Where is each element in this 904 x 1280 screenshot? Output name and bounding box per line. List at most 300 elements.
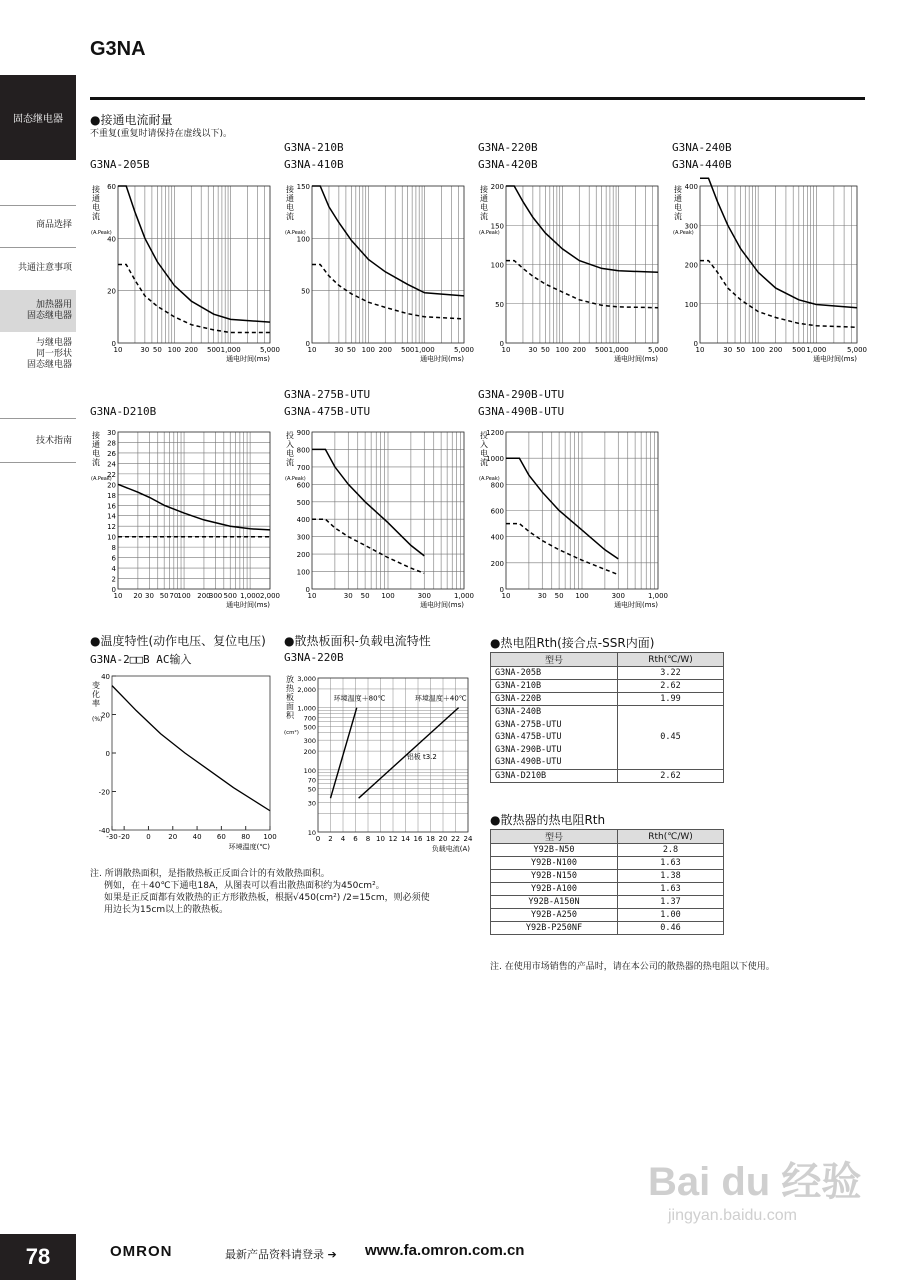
cell-rth: 2.62 bbox=[618, 680, 724, 693]
x-axis-label: 通电时间(ms) bbox=[226, 355, 270, 363]
plot-frame bbox=[112, 676, 270, 830]
y-tick-label: 2,000 bbox=[297, 685, 316, 694]
table-row bbox=[491, 896, 724, 909]
x-tick-label: 60 bbox=[216, 833, 226, 841]
y-tick-label: 0 bbox=[111, 586, 116, 594]
y-tick-label: 0 bbox=[305, 340, 310, 348]
y-tick-label: 900 bbox=[296, 429, 310, 437]
y-tick-label: 30 bbox=[307, 799, 316, 808]
x-tick-label: 5,000 bbox=[647, 346, 669, 354]
x-tick-label: 12 bbox=[388, 835, 398, 843]
x-tick-label: 10 bbox=[501, 592, 511, 600]
series-line-rate bbox=[112, 686, 270, 811]
series-line-repeat bbox=[700, 261, 857, 328]
x-tick-label: 500 bbox=[792, 346, 806, 354]
x-tick-label: 30 bbox=[723, 346, 733, 354]
chart-inrush-290b bbox=[476, 424, 669, 614]
x-tick-label: 1,000 bbox=[647, 592, 669, 600]
y-tick-label: 200 bbox=[684, 261, 698, 270]
x-tick-label: 500 bbox=[206, 346, 221, 354]
y-tick-label: 0 bbox=[305, 586, 310, 594]
page-title: G3NA bbox=[90, 38, 146, 60]
table-rth bbox=[490, 652, 724, 783]
cell-model: G3NA-D210B bbox=[491, 769, 618, 782]
x-tick-label: 300 bbox=[611, 592, 625, 600]
section-heading-heatsink: ●散热板面积-负载电流特性 bbox=[284, 634, 431, 648]
x-tick-label: 50 bbox=[152, 346, 162, 354]
y-tick-label: 100 bbox=[296, 235, 310, 244]
y-tick-label: 3,000 bbox=[297, 675, 316, 683]
col-header-rth: Rth(℃/W) bbox=[618, 830, 724, 844]
y-tick-label: 10 bbox=[307, 829, 316, 837]
x-tick-label: 100 bbox=[361, 346, 376, 354]
cell-model: G3NA-210B bbox=[491, 680, 618, 693]
chart-title: G3NA-410B bbox=[284, 158, 344, 171]
y-tick-label: 800 bbox=[296, 446, 310, 455]
y-tick-label: 1,000 bbox=[297, 704, 316, 713]
y-tick-label: 30 bbox=[107, 429, 116, 437]
watermark bbox=[648, 1150, 861, 1225]
cell-rth: 0.45 bbox=[618, 706, 724, 770]
chart-title: G3NA-420B bbox=[478, 158, 538, 171]
cell-rth: 1.63 bbox=[618, 857, 724, 870]
x-tick-label: 300 bbox=[417, 592, 431, 600]
x-tick-label: 100 bbox=[555, 346, 570, 354]
y-axis-unit: (A.Peak) bbox=[91, 230, 112, 236]
annotation-40c: 环境温度＋40℃ bbox=[414, 694, 467, 703]
y-axis-label: 放 bbox=[286, 675, 294, 684]
y-axis-unit: (%) bbox=[92, 716, 103, 723]
y-tick-label: 20 bbox=[107, 287, 116, 296]
x-tick-label: 10 bbox=[113, 346, 123, 354]
y-tick-label: 1000 bbox=[486, 455, 504, 464]
section-heading-temp: ●温度特性(动作电压、复位电压) bbox=[90, 634, 266, 648]
y-axis-label: 电 bbox=[480, 203, 488, 212]
chart-title: G3NA-2□□B AC输入 bbox=[90, 653, 192, 666]
y-axis-label: 接 bbox=[92, 185, 100, 194]
watermark-brand: Bai du 经验 bbox=[648, 1160, 862, 1204]
y-axis-label: 流 bbox=[92, 212, 100, 221]
y-axis-label: 通 bbox=[480, 194, 488, 203]
x-tick-label: 8 bbox=[365, 835, 371, 843]
y-tick-label: 600 bbox=[296, 481, 310, 490]
table-row bbox=[491, 706, 724, 770]
x-tick-label: 20 bbox=[438, 835, 448, 843]
cell-rth: 1.37 bbox=[618, 896, 724, 909]
y-tick-label: 300 bbox=[684, 222, 698, 231]
y-axis-label: 热 bbox=[286, 684, 294, 693]
x-tick-label: 0 bbox=[315, 835, 321, 843]
y-axis-label: 积 bbox=[286, 711, 294, 720]
y-tick-label: 18 bbox=[107, 491, 116, 500]
y-axis-label: 板 bbox=[286, 693, 294, 702]
y-tick-label: 700 bbox=[296, 463, 310, 472]
y-axis-label: 投 bbox=[286, 431, 294, 440]
chart-title: G3NA-220B bbox=[478, 141, 538, 154]
x-tick-label: 50 bbox=[159, 592, 169, 600]
x-tick-label: 30 bbox=[528, 346, 538, 354]
x-axis-label: 通电时间(ms) bbox=[614, 355, 658, 363]
y-tick-label: 40 bbox=[101, 673, 110, 681]
cell-rth: 2.8 bbox=[618, 844, 724, 857]
x-axis-label: 通电时间(ms) bbox=[614, 601, 658, 609]
chart-inrush-210b bbox=[282, 178, 475, 368]
x-tick-label: 100 bbox=[177, 592, 191, 600]
chart-temperature-characteristics bbox=[88, 670, 278, 860]
y-axis-unit: (A.Peak) bbox=[285, 230, 306, 236]
cell-rth: 1.63 bbox=[618, 883, 724, 896]
x-axis-label: 负载电流(A) bbox=[431, 845, 470, 853]
chart-title: G3NA-490B-UTU bbox=[478, 405, 565, 418]
y-tick-label: 28 bbox=[107, 439, 116, 448]
x-tick-label: 80 bbox=[241, 833, 251, 841]
x-tick-label: 500 bbox=[223, 592, 237, 600]
y-tick-label: 100 bbox=[490, 261, 504, 270]
y-tick-label: 150 bbox=[296, 183, 310, 191]
series-line-max bbox=[506, 458, 618, 559]
y-tick-label: 26 bbox=[107, 449, 116, 458]
chart-title: G3NA-210B bbox=[284, 141, 344, 154]
table-row bbox=[491, 909, 724, 922]
chart-title: G3NA-440B bbox=[672, 158, 732, 171]
watermark-site: jingyan.baidu.com bbox=[668, 1207, 797, 1224]
y-tick-label: 22 bbox=[107, 470, 116, 479]
y-tick-label: 4 bbox=[111, 565, 116, 574]
x-tick-label: 1,000 bbox=[608, 346, 629, 354]
x-tick-label: 10 bbox=[695, 346, 705, 354]
x-tick-label: 50 bbox=[346, 346, 356, 354]
x-tick-label: 2,000 bbox=[259, 592, 281, 600]
y-axis-label: 电 bbox=[92, 203, 100, 212]
y-tick-label: 600 bbox=[490, 507, 504, 516]
x-tick-label: 1,000 bbox=[240, 592, 261, 600]
y-axis-label: 面 bbox=[286, 702, 294, 711]
x-tick-label: 5,000 bbox=[259, 346, 281, 354]
y-axis-label: 流 bbox=[480, 458, 488, 467]
x-tick-label: 6 bbox=[353, 835, 358, 843]
y-axis-label: 通 bbox=[92, 440, 100, 449]
x-tick-label: 1,000 bbox=[414, 346, 435, 354]
footer-url[interactable]: www.fa.omron.com.cn bbox=[365, 1242, 525, 1259]
note-line: 例如，在＋40℃下通电18A，从图表可以看出散热面积约为450cm²。 bbox=[104, 881, 385, 891]
x-tick-label: 30 bbox=[334, 346, 344, 354]
y-tick-label: 800 bbox=[490, 481, 504, 490]
y-tick-label: 0 bbox=[693, 340, 698, 348]
footer-text: 最新产品资料请登录 ➔ bbox=[225, 1248, 337, 1261]
series-line-max bbox=[506, 186, 658, 272]
chart-title: G3NA-240B bbox=[672, 141, 732, 154]
annotation-aluminum: 铝板 t3.2 bbox=[406, 752, 437, 761]
x-tick-label: 50 bbox=[360, 592, 370, 600]
y-axis-label: 投 bbox=[480, 431, 488, 440]
y-tick-label: 2 bbox=[111, 575, 116, 584]
y-axis-label: 接 bbox=[674, 185, 682, 194]
y-axis-label: 电 bbox=[286, 203, 294, 212]
cell-rth: 3.22 bbox=[618, 667, 724, 680]
y-tick-label: 0 bbox=[111, 340, 116, 348]
x-tick-label: 24 bbox=[463, 835, 473, 843]
x-tick-label: 40 bbox=[192, 833, 202, 841]
x-tick-label: 20 bbox=[168, 833, 178, 841]
note-line: 用边长为15cm以上的散热板。 bbox=[104, 905, 229, 915]
y-tick-label: 10 bbox=[107, 533, 116, 542]
x-tick-label: 500 bbox=[594, 346, 609, 354]
y-tick-label: 300 bbox=[303, 737, 316, 746]
x-tick-label: 10 bbox=[307, 592, 317, 600]
y-tick-label: 20 bbox=[101, 711, 110, 720]
x-tick-label: 10 bbox=[376, 835, 385, 843]
cell-model: Y92B-P250NF bbox=[491, 922, 618, 935]
x-tick-label: 14 bbox=[401, 835, 410, 843]
sidebar-divider bbox=[0, 418, 76, 419]
series-line-max bbox=[312, 186, 464, 296]
y-axis-label: 接 bbox=[286, 185, 294, 194]
y-tick-label: 100 bbox=[684, 300, 698, 309]
x-tick-label: 20 bbox=[133, 592, 143, 600]
y-tick-label: 0 bbox=[105, 750, 110, 758]
x-tick-label: 70 bbox=[169, 592, 179, 600]
x-tick-label: -30 bbox=[106, 833, 118, 841]
y-axis-label: 流 bbox=[92, 458, 100, 467]
table-note: 注. 在使用市场销售的产品时，请在本公司的散热器的热电阻以下使用。 bbox=[490, 962, 775, 972]
x-tick-label: 50 bbox=[554, 592, 564, 600]
cell-model: G3NA-240B G3NA-275B-UTU G3NA-475B-UTU G3NA-290B-UTU G3NA-490B-UTU bbox=[491, 706, 618, 770]
sidebar-item-relay-shape-ssr[interactable]: 与继电器 同一形状 固态继电器 bbox=[26, 338, 72, 370]
x-tick-label: 1,000 bbox=[806, 346, 827, 354]
x-tick-label: 30 bbox=[145, 592, 154, 600]
section-heading-inrush: ●接通电流耐量 bbox=[90, 113, 173, 127]
sidebar-active-item[interactable]: 固态继电器 bbox=[0, 75, 76, 160]
series-line-repeat bbox=[506, 524, 618, 575]
chart-heatsink-area bbox=[282, 670, 477, 860]
col-header-model: 型号 bbox=[491, 653, 618, 667]
chart-title: G3NA-290B-UTU bbox=[478, 388, 565, 401]
table-heading-heatsink-rth: ●散热器的热电阻Rth bbox=[490, 813, 606, 827]
y-axis-unit: (A.Peak) bbox=[285, 476, 306, 482]
x-tick-label: 16 bbox=[413, 835, 423, 843]
y-tick-label: 0 bbox=[499, 586, 504, 594]
x-tick-label: 100 bbox=[381, 592, 395, 600]
x-tick-label: 200 bbox=[184, 346, 198, 354]
x-tick-label: 100 bbox=[575, 592, 589, 600]
y-tick-label: 0 bbox=[499, 340, 504, 348]
x-axis-label: 环境温度(℃) bbox=[228, 843, 270, 851]
brand-logo: OMRON bbox=[110, 1243, 173, 1260]
x-axis-label: 通电时间(ms) bbox=[420, 601, 464, 609]
x-tick-label: 200 bbox=[378, 346, 392, 354]
table-row bbox=[491, 693, 724, 706]
y-tick-label: 200 bbox=[490, 559, 504, 568]
plot-frame bbox=[118, 186, 270, 343]
cell-model: Y92B-N50 bbox=[491, 844, 618, 857]
x-tick-label: 500 bbox=[400, 346, 415, 354]
col-header-model: 型号 bbox=[491, 830, 618, 844]
y-tick-label: 50 bbox=[307, 785, 316, 794]
y-tick-label: -40 bbox=[98, 827, 110, 835]
page-number: 78 bbox=[0, 1234, 76, 1280]
series-line-repeat bbox=[506, 261, 658, 308]
x-tick-label: 30 bbox=[537, 592, 547, 600]
cell-model: G3NA-220B bbox=[491, 693, 618, 706]
x-tick-label: 0 bbox=[146, 833, 151, 841]
table-row bbox=[491, 844, 724, 857]
y-axis-label: 入 bbox=[286, 440, 294, 449]
sidebar-divider bbox=[0, 462, 76, 463]
chart-inrush-275b bbox=[282, 424, 475, 614]
x-tick-label: 4 bbox=[340, 835, 346, 843]
y-axis-label: 通 bbox=[674, 194, 682, 203]
sidebar-item-tech-guide[interactable]: 技术指南 bbox=[35, 436, 72, 446]
y-tick-label: 500 bbox=[303, 723, 316, 732]
x-tick-label: 10 bbox=[113, 592, 123, 600]
table-row bbox=[491, 667, 724, 680]
y-axis-unit: (A.Peak) bbox=[91, 476, 112, 482]
cell-model: Y92B-N150 bbox=[491, 870, 618, 883]
chart-inrush-220b bbox=[476, 178, 669, 368]
y-axis-label: 率 bbox=[92, 699, 100, 708]
cell-rth: 0.46 bbox=[618, 922, 724, 935]
section-subtext: 不重复(重复时请保持在虚线以下)。 bbox=[90, 129, 233, 139]
cell-model: Y92B-A100 bbox=[491, 883, 618, 896]
x-tick-label: 300 bbox=[208, 592, 223, 600]
x-tick-label: 18 bbox=[426, 835, 435, 843]
x-tick-label: 5,000 bbox=[846, 346, 868, 354]
y-tick-label: 50 bbox=[495, 300, 504, 309]
y-tick-label: 16 bbox=[107, 502, 116, 511]
y-axis-label: 电 bbox=[674, 203, 682, 212]
x-tick-label: 200 bbox=[572, 346, 586, 354]
y-axis-label: 通 bbox=[92, 194, 100, 203]
x-tick-label: 22 bbox=[451, 835, 460, 843]
note-line: 注. 所谓散热面积，是指散热板正反面合计的有效散热面积。 bbox=[90, 869, 330, 879]
cell-rth: 1.00 bbox=[618, 909, 724, 922]
y-axis-label: 电 bbox=[480, 449, 488, 458]
cell-rth: 2.62 bbox=[618, 769, 724, 782]
x-tick-label: 30 bbox=[343, 592, 353, 600]
y-tick-label: 50 bbox=[301, 287, 310, 296]
series-line-repeat bbox=[312, 519, 424, 573]
sidebar-divider bbox=[0, 205, 76, 206]
y-axis-label: 流 bbox=[286, 458, 294, 467]
x-axis-label: 通电时间(ms) bbox=[420, 355, 464, 363]
x-tick-label: 10 bbox=[307, 346, 317, 354]
y-tick-label: 500 bbox=[296, 498, 310, 507]
x-axis-label: 通电时间(ms) bbox=[226, 601, 270, 609]
notes bbox=[90, 868, 480, 916]
chart-title: G3NA-D210B bbox=[90, 405, 157, 418]
y-tick-label: 200 bbox=[490, 183, 504, 191]
y-axis-label: 通 bbox=[286, 194, 294, 203]
y-axis-unit: (A.Peak) bbox=[479, 230, 500, 236]
table-heading-rth: ●热电阻Rth(接合点-SSR内面) bbox=[490, 636, 655, 650]
x-tick-label: 200 bbox=[197, 592, 211, 600]
x-tick-label: 100 bbox=[263, 833, 277, 841]
x-tick-label: 50 bbox=[540, 346, 550, 354]
y-tick-label: 200 bbox=[303, 748, 316, 757]
y-axis-label: 变 bbox=[92, 681, 100, 690]
table-row bbox=[491, 883, 724, 896]
y-axis-label: 流 bbox=[674, 212, 682, 221]
y-axis-label: 接 bbox=[480, 185, 488, 194]
y-tick-label: 700 bbox=[303, 714, 316, 723]
table-row bbox=[491, 922, 724, 935]
x-tick-label: 100 bbox=[751, 346, 765, 354]
x-tick-label: 30 bbox=[140, 346, 150, 354]
y-axis-unit: (A.Peak) bbox=[673, 230, 694, 236]
cell-model: Y92B-N100 bbox=[491, 857, 618, 870]
chart-inrush-240b bbox=[670, 178, 868, 368]
y-tick-label: 60 bbox=[107, 183, 116, 191]
y-tick-label: 20 bbox=[107, 481, 116, 490]
plot-frame bbox=[312, 186, 464, 343]
y-tick-label: 400 bbox=[296, 516, 310, 525]
cell-rth: 1.38 bbox=[618, 870, 724, 883]
x-tick-label: 200 bbox=[768, 346, 783, 354]
y-tick-label: -20 bbox=[98, 788, 110, 797]
sidebar-item-product-selection[interactable]: 商品选择 bbox=[35, 220, 72, 230]
y-tick-label: 200 bbox=[296, 551, 310, 560]
y-tick-label: 8 bbox=[111, 544, 116, 553]
y-tick-label: 150 bbox=[490, 222, 504, 231]
table-row bbox=[491, 769, 724, 782]
x-tick-label: 1,000 bbox=[220, 346, 241, 354]
cell-rth: 1.99 bbox=[618, 693, 724, 706]
cell-model: G3NA-205B bbox=[491, 667, 618, 680]
note-line: 如果是正反面都有效散热的正方形散热板，根据√450(cm²) /2=15cm，则必须使 bbox=[104, 893, 430, 903]
y-axis-label: 入 bbox=[480, 440, 488, 449]
y-tick-label: 1200 bbox=[486, 429, 504, 437]
sidebar-item-common-notes[interactable]: 共通注意事项 bbox=[17, 263, 72, 273]
chart-title: G3NA-220B bbox=[284, 651, 344, 664]
y-tick-label: 6 bbox=[111, 554, 116, 563]
y-tick-label: 100 bbox=[303, 766, 316, 775]
x-tick-label: 50 bbox=[736, 346, 746, 354]
x-tick-label: 5,000 bbox=[453, 346, 475, 354]
y-axis-label: 流 bbox=[480, 212, 488, 221]
y-axis-unit: (cm²) bbox=[284, 730, 299, 736]
y-axis-unit: (A.Peak) bbox=[479, 476, 500, 482]
y-axis-label: 电 bbox=[92, 449, 100, 458]
y-tick-label: 100 bbox=[296, 568, 310, 577]
y-tick-label: 300 bbox=[296, 533, 310, 542]
sidebar-item-heater-ssr[interactable]: 加热器用 固态继电器 bbox=[26, 300, 72, 321]
y-tick-label: 12 bbox=[107, 523, 116, 532]
chart-title: G3NA-275B-UTU bbox=[284, 388, 371, 401]
y-tick-label: 14 bbox=[107, 512, 116, 521]
y-tick-label: 70 bbox=[307, 776, 316, 785]
table-heatsink-rth bbox=[490, 829, 724, 935]
series-line-max bbox=[700, 178, 857, 308]
cell-model: Y92B-A150N bbox=[491, 896, 618, 909]
y-tick-label: 40 bbox=[107, 235, 116, 244]
y-axis-label: 流 bbox=[286, 212, 294, 221]
series-line-max bbox=[118, 186, 270, 322]
x-tick-label: -20 bbox=[118, 833, 130, 841]
x-tick-label: 10 bbox=[501, 346, 511, 354]
series-line-max bbox=[312, 449, 424, 556]
table-row bbox=[491, 857, 724, 870]
x-axis-label: 通电时间(ms) bbox=[813, 355, 857, 363]
x-tick-label: 1,000 bbox=[453, 592, 475, 600]
chart-inrush-d210b bbox=[88, 424, 281, 614]
x-tick-label: 2 bbox=[328, 835, 333, 843]
y-axis-label: 接 bbox=[92, 431, 100, 440]
title-rule bbox=[90, 97, 865, 100]
cell-model: Y92B-A250 bbox=[491, 909, 618, 922]
annotation-80c: 环境温度＋80℃ bbox=[333, 694, 386, 703]
y-axis-label: 化 bbox=[92, 690, 100, 699]
sidebar-divider bbox=[0, 247, 76, 248]
